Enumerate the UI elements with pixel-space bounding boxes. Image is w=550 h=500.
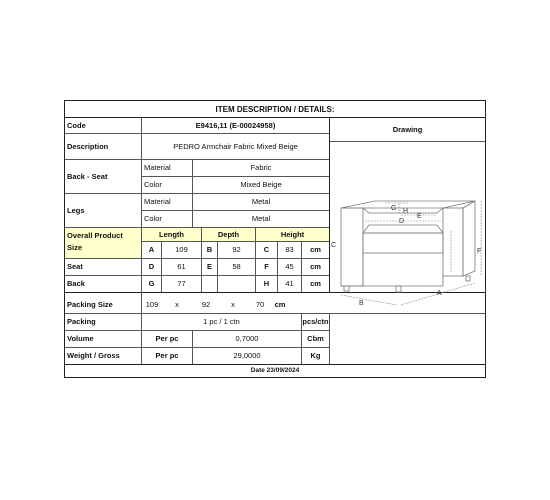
depth-header: Depth <box>217 229 240 239</box>
packing-size-label: Packing Size <box>67 300 113 310</box>
dim-h-value: 41 <box>285 279 294 289</box>
drawing-letter-b: B <box>359 300 364 307</box>
volume-value: 0,7000 <box>235 334 259 344</box>
weight-unit: Kg <box>310 351 321 361</box>
dim-f-letter: F <box>264 262 269 272</box>
legs-label: Legs <box>67 205 85 215</box>
date-footer: Date 23/09/2024 <box>250 366 300 374</box>
item-details-sheet <box>64 100 486 378</box>
overall-size-label-1: Overall Product <box>67 232 123 240</box>
sheet-title: ITEM DESCRIPTION / DETAILS: <box>215 104 335 114</box>
dim-c-value: 83 <box>285 245 294 255</box>
dim-a-value: 109 <box>175 245 188 255</box>
height-header: Height <box>280 229 305 239</box>
packing-size-width: 92 <box>201 300 211 310</box>
drawing-letter-g: G <box>391 205 397 212</box>
dim-b-value: 92 <box>232 245 241 255</box>
weight-per: Per pc <box>155 351 179 361</box>
packing-size-x1: x <box>175 300 179 310</box>
dim-a-letter: A <box>148 245 155 255</box>
seat-label: Seat <box>67 262 83 272</box>
back-label: Back <box>67 279 85 289</box>
volume-per: Per pc <box>155 334 179 344</box>
back-seat-material-label: Material <box>144 163 171 173</box>
legs-material-label: Material <box>144 197 171 207</box>
weight-value: 29,0000 <box>233 351 261 361</box>
drawing-letter-c: C <box>331 242 337 249</box>
volume-unit: Cbm <box>307 334 324 344</box>
dim-d-letter: D <box>148 262 155 272</box>
packing-size-unit: cm <box>274 300 286 310</box>
back-seat-material: Fabric <box>250 163 272 173</box>
packing-unit: pcs/ctn <box>302 317 329 327</box>
dim-b-letter: B <box>206 245 213 255</box>
code-label: Code <box>67 120 86 130</box>
volume-label: Volume <box>67 334 94 344</box>
dim-e-value: 58 <box>232 262 241 272</box>
drawing-letter-f: F <box>477 248 482 255</box>
code-value: E9416,11 (E-00024958) <box>195 120 276 130</box>
dim-back-unit: cm <box>310 279 321 289</box>
dim-d-value: 61 <box>177 262 186 272</box>
drawing-letter-e: E <box>417 213 422 220</box>
dim-g-value: 77 <box>177 279 186 289</box>
dim-e-letter: E <box>206 262 212 272</box>
drawing-label: Drawing <box>392 124 423 134</box>
armchair-drawing <box>329 191 485 311</box>
drawing-letter-h: H <box>403 208 409 215</box>
packing-value: 1 pc / 1 ctn <box>203 317 240 327</box>
back-seat-color-label: Color <box>144 180 162 190</box>
legs-color-label: Color <box>144 214 162 224</box>
legs-material: Metal <box>251 197 271 207</box>
dim-seat-unit: cm <box>310 262 321 272</box>
dim-f-value: 45 <box>285 262 294 272</box>
dim-g-letter: G <box>148 279 155 289</box>
packing-size-length: 109 <box>145 300 159 310</box>
description-value: PEDRO Armchair Fabric Mixed Beige <box>173 141 298 151</box>
drawing-letter-a: A <box>437 290 442 297</box>
description-label: Description <box>67 141 109 151</box>
packing-size-height: 70 <box>255 300 265 310</box>
dim-c-letter: C <box>263 245 270 255</box>
back-seat-label: Back - Seat <box>67 171 108 181</box>
weight-label: Weight / Gross <box>67 351 120 361</box>
packing-label: Packing <box>67 317 96 327</box>
drawing-letter-d: D <box>399 218 405 225</box>
back-seat-color: Mixed Beige <box>240 180 282 190</box>
dim-h-letter: H <box>263 279 270 289</box>
legs-color: Metal <box>251 214 271 224</box>
dim-overall-unit: cm <box>310 245 321 255</box>
packing-size-x2: x <box>231 300 235 310</box>
overall-size-label-2: Size <box>67 244 83 252</box>
length-header: Length <box>159 229 184 239</box>
